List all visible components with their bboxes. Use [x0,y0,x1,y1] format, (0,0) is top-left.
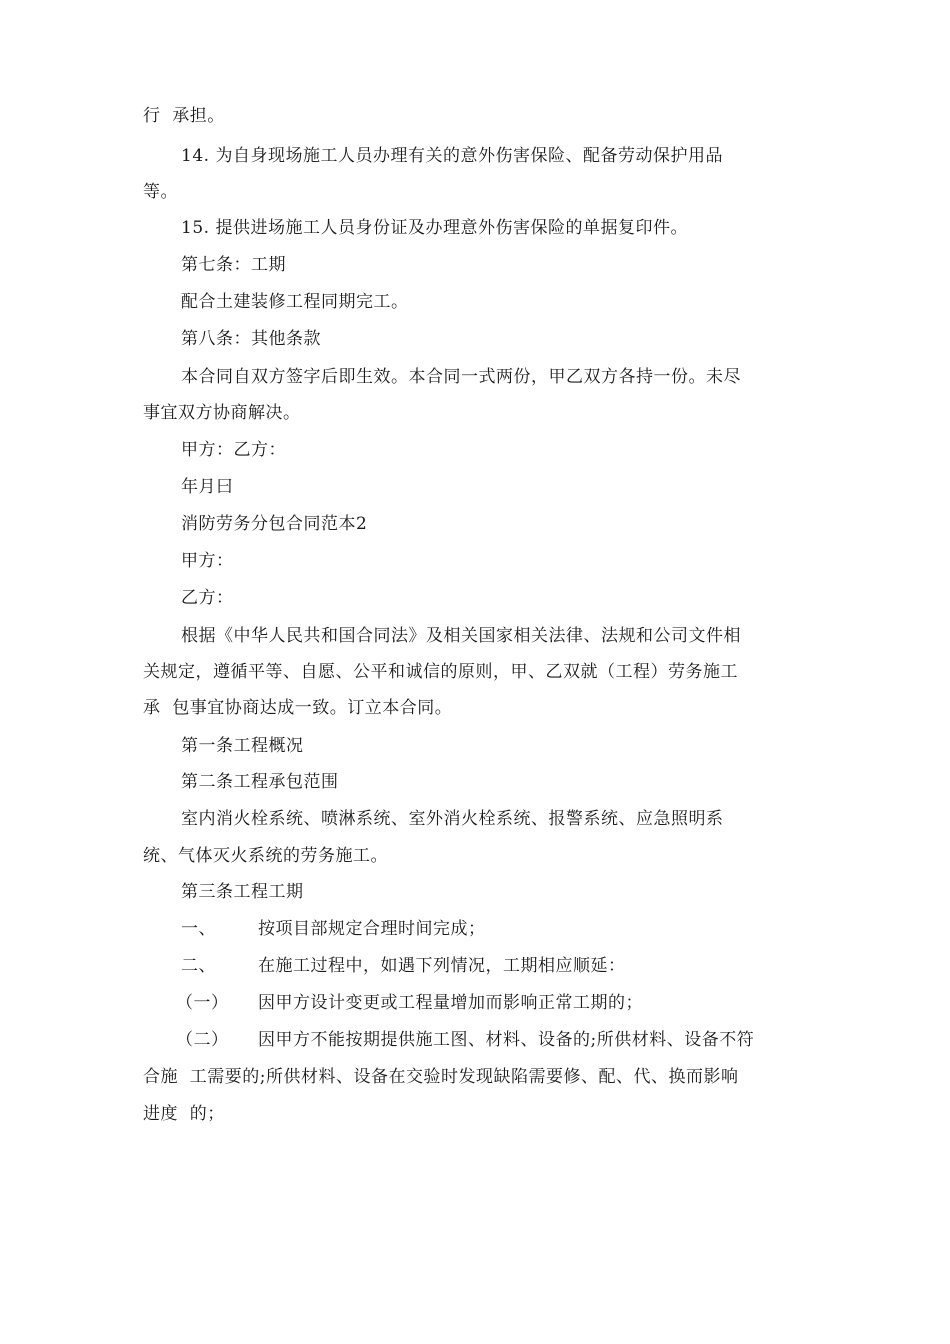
list-marker: （一） [176,993,229,1013]
text-line: 承 包事宜协商达成一致。订立本合同。 [143,698,453,718]
text-line: 等。 [143,182,178,202]
section-heading: 第一条工程概况 [181,736,304,756]
section-heading: 第八条：其他条款 [181,329,321,349]
party-b-line: 乙方： [181,588,234,608]
signature-line: 甲方：乙方： [181,440,286,460]
list-item-text: 因甲方设计变更或工程量增加而影响正常工期的； [258,993,643,1013]
text-line: 根据《中华人民共和国合同法》及相关国家相关法律、法规和公司文件相 [181,626,741,646]
list-marker: （二） [176,1030,229,1050]
section-heading: 第二条工程承包范围 [181,772,339,792]
text-line: 关规定，遵循平等、自愿、公平和诚信的原则，甲、乙双就（工程）劳务施工 [143,662,738,682]
document-title: 消防劳务分包合同范本2 [181,514,368,534]
text-line: 配合土建装修工程同期完工。 [181,292,409,312]
list-item-text: 因甲方不能按期提供施工图、材料、设备的;所供材料、设备不符 [258,1030,755,1050]
list-item-text: 在施工过程中，如遇下列情况，工期相应顺延： [258,956,626,976]
text-line: 事宜双方协商解决。 [143,403,301,423]
text-line: 进度 的； [143,1104,225,1124]
text-line: 合施 工需要的;所供材料、设备在交验时发现缺陷需要修、配、代、换而影响 [143,1067,739,1087]
date-line: 年月曰 [181,477,234,497]
text-line: 统、气体灭火系统的劳务施工。 [143,846,388,866]
text-line: 本合同自双方签字后即生效。本合同一式两份，甲乙双方各持一份。未尽 [181,367,741,387]
party-a-line: 甲方： [181,551,234,571]
text-line: 15. 提供进场施工人员身份证及办理意外伤害保险的单据复印件。 [181,218,688,238]
section-heading: 第七条：工期 [181,255,286,275]
list-item-text: 按项目部规定合理时间完成； [258,919,486,939]
text-line: 行 承担。 [143,106,225,126]
text-line: 14. 为自身现场施工人员办理有关的意外伤害保险、配备劳动保护用品 [181,146,723,166]
list-marker: 二、 [181,956,216,976]
list-marker: 一、 [181,919,216,939]
text-line: 室内消火栓系统、喷淋系统、室外消火栓系统、报警系统、应急照明系 [181,809,724,829]
section-heading: 第三条工程工期 [181,882,304,902]
